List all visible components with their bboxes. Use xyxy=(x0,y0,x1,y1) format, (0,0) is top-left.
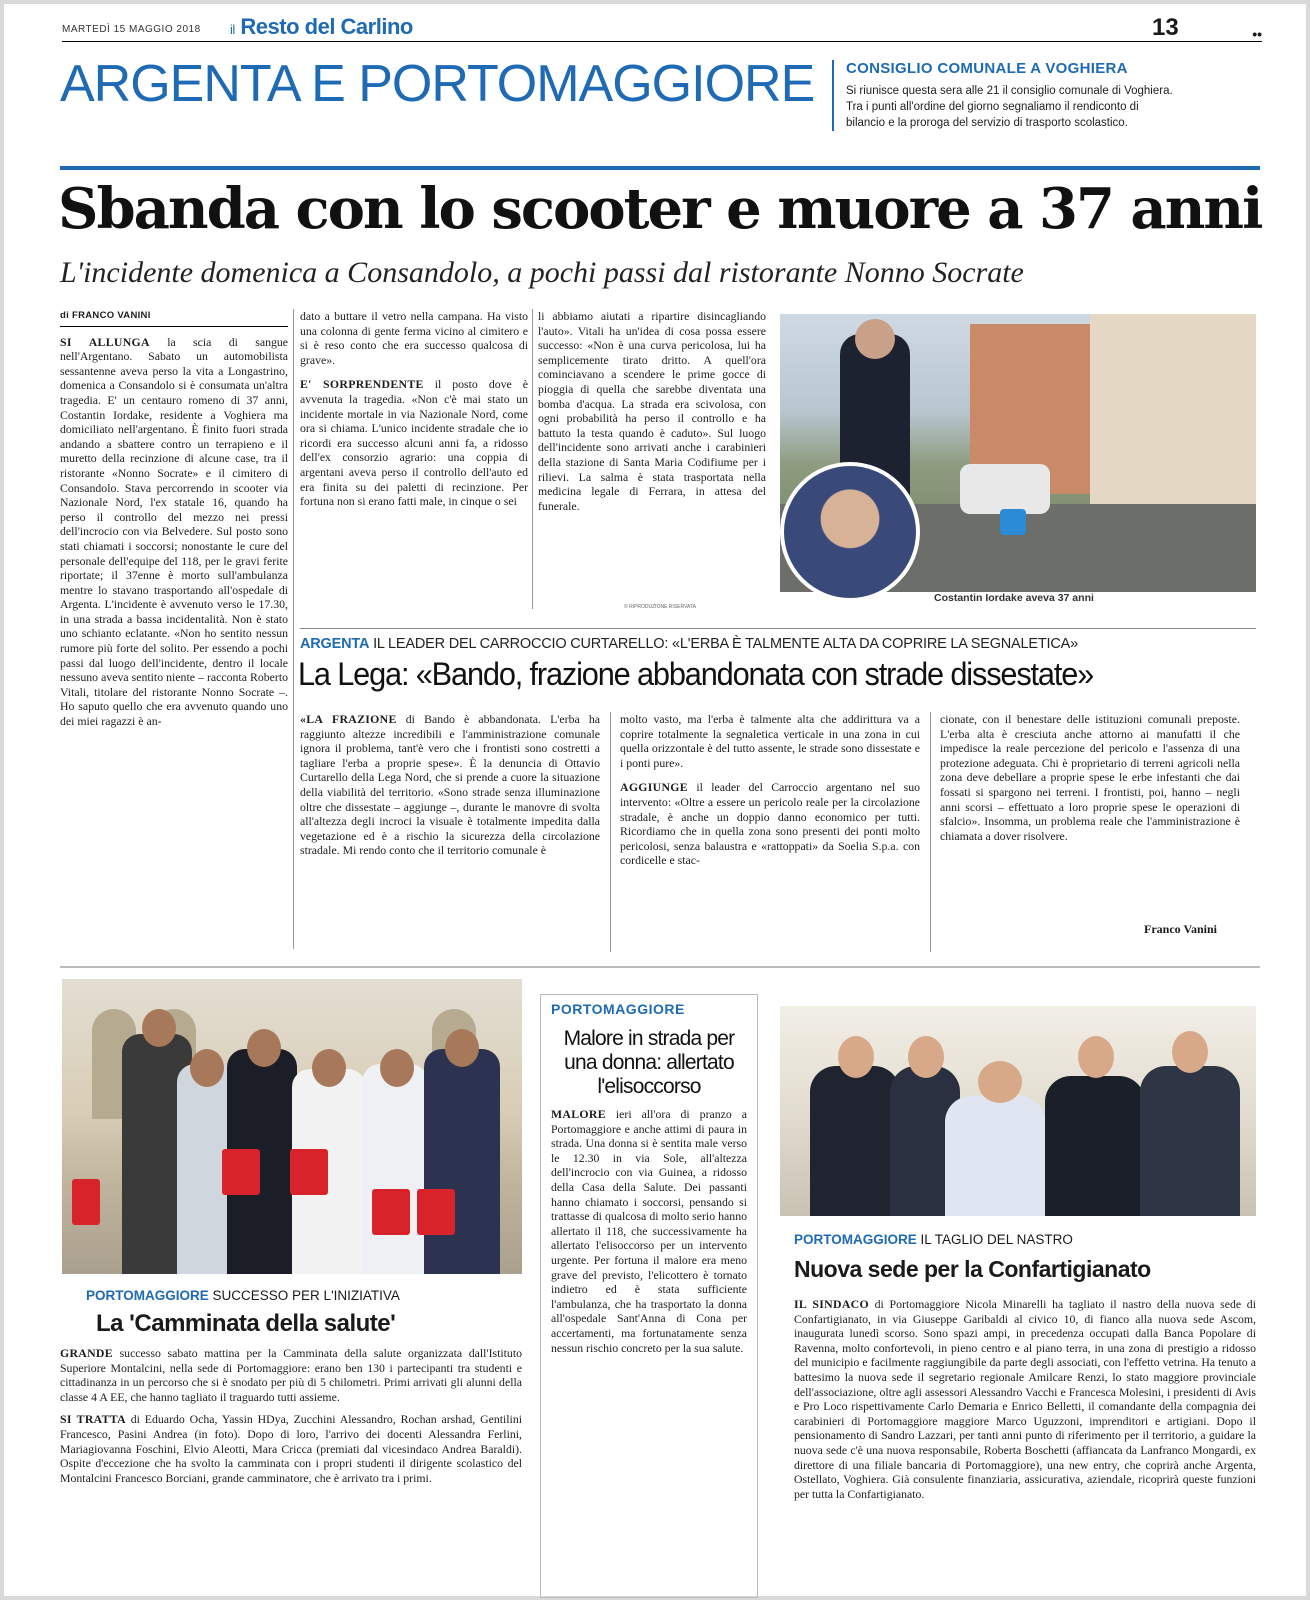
news-brief-title: CONSIGLIO COMUNALE A VOGHIERA xyxy=(846,60,1128,77)
article4-kicker: PORTOMAGGIORE xyxy=(551,1001,685,1017)
red-bag xyxy=(290,1149,328,1195)
masthead xyxy=(62,14,1262,42)
article3-lead: GRANDE xyxy=(60,1346,113,1360)
person-head xyxy=(380,1049,414,1087)
article1-column-2 xyxy=(300,309,528,509)
person-head xyxy=(312,1049,346,1087)
article5-title: Nuova sede per la Confartigianato xyxy=(794,1256,1151,1282)
person-head xyxy=(1172,1031,1208,1073)
section-title: ARGENTA E PORTOMAGGIORE xyxy=(60,55,815,113)
news-brief xyxy=(832,60,1252,131)
article3-lead-2: SI TRATTA xyxy=(60,1412,126,1427)
news-brief-text: Si riunisce questa sera alle 21 il consiglio comunale di Voghiera. Tra i punti all'ordine del giorno segnaliamo il rendiconto di bilancio e la proroga del servizio di trasporto scolastico. xyxy=(846,85,1173,129)
page-number: 13 xyxy=(1152,14,1179,41)
article2-text-3: cionate, con il benestare delle istituzioni comunali preposte. L'erba alta è cresciuta anche attorno ai manufatti il che impedisce la reale percezione del pericolo e l'assenza di una protezione adeguata. Chi è proprietario di terreni agricoli nella zona deve debellare a proprie spese le erbe infestanti che dai fossati si spargono nei terreni. I frontisti, poi, hanno – negli anni scorsi – effettuato a loro proprie spese le operazioni di sfalcio». Insomma, un problema reale che l'amministrazione è chiamata a dover risolvere. xyxy=(940,712,1240,843)
article1-column-3 xyxy=(538,309,766,513)
article4-box xyxy=(540,994,758,1598)
article4-lead: MALORE xyxy=(551,1107,606,1121)
kicker-text: IL LEADER DEL CARROCCIO CURTARELLO: «L'ERBA È TALMENTE ALTA DA COPRIRE LA SEGNALETICA» xyxy=(373,636,1078,652)
newspaper-logo xyxy=(230,14,413,40)
column-divider xyxy=(532,309,533,609)
walk-group-photo xyxy=(62,979,522,1274)
officer-head xyxy=(855,319,895,359)
article1-text-2a: dato a buttare il vetro nella campana. Ha visto una colonna di gente ferma vicino al cimitero e si è reso conto che era successo qualcosa di grave». xyxy=(300,309,528,367)
person-figure xyxy=(362,1064,428,1274)
red-bag xyxy=(72,1179,100,1225)
article1-byline: di FRANCO VANINI xyxy=(60,309,288,327)
person-head xyxy=(908,1036,944,1078)
column-divider xyxy=(610,712,611,952)
article3-kicker xyxy=(86,1288,400,1303)
article2-signature: Franco Vanini xyxy=(1144,922,1218,936)
article2-text-2a: molto vasto, ma l'erba è talmente alta che addirittura va a coprire totalmente la segnaletica verticale in una zona in cui quella orizzontale è del tutto assente, le strade sono dissestate e i ponti pure». xyxy=(620,712,920,770)
issue-date: MARTEDÌ 15 MAGGIO 2018 xyxy=(62,24,201,35)
column-divider xyxy=(293,309,294,949)
article-divider xyxy=(300,628,1256,629)
person-head xyxy=(838,1036,874,1078)
ribbon-cutting-photo xyxy=(780,1006,1256,1216)
section-divider xyxy=(60,966,1260,968)
article5-lead: IL SINDACO xyxy=(794,1297,869,1311)
person-head xyxy=(247,1029,281,1067)
article2-kicker xyxy=(300,636,1078,652)
article2-column-3 xyxy=(940,712,1240,843)
kicker-text: IL TAGLIO DEL NASTRO xyxy=(920,1232,1073,1247)
article5-kicker xyxy=(794,1232,1073,1247)
section-rule xyxy=(60,166,1260,170)
photo-caption: Costantin Iordake aveva 37 anni xyxy=(934,592,1094,604)
scooter-shape xyxy=(960,464,1050,514)
article3-text-2: di Eduardo Ocha, Yassin HDya, Zucchini Alessandro, Rochan arshad, Gentilini Francesco, Pasini Andrea (in foto). Dopo di loro, l'arrivo dei docenti Alessandra Ferlini, Mariagiovanna Foschini, Elvio Aleotti, Mara Cricca (premiati dal vicesindaco Andrea Baraldi). Ospite d'eccezione che ha svolto la camminata con i propri studenti il dirigente scolastico del Montalcini Francesco Borciani, grande camminatore, che è arrivato tra i primi. xyxy=(60,1412,523,1485)
kicker-place: PORTOMAGGIORE xyxy=(86,1288,209,1303)
column-divider xyxy=(930,712,931,952)
red-bag xyxy=(222,1149,260,1195)
article2-column-1 xyxy=(300,712,600,858)
article1-text-1: la scia di sangue nell'Argentano. Sabato un automobilista sessantenne aveva perso la vita a Longastrino, domenica a Consandolo si è consumata un'altra tragedia. E' un centauro romeno di 37 anni, Costantin Iordake, residente a Voghiera ma domiciliato nell'argentano. È finito fuori strada andando a sbattere contro un terrapieno e il muretto della recinzione di alcune case, tra il ristorante «Nonno Socrate» e il cimitero di Consandolo. Stava percorrendo in scooter via Nazionale Nord, l'ex statale 16, quando ha perso il controllo del mezzo nei pressi dell'incrocio con via Belvedere. Sul posto sono stati chiamati i soccorsi; nonostante le cure del personale dell'equipe del 118, per le gravi ferite riportate; il 37enne è morto sull'ambulanza mentre lo stavano trasportando all'ospedale di Argenta. L'incidente è avvenuto verso le 17.30, in una strada a bassa incidentalità. Non è stato uno schianto eclatante. «Non ho sentito nessun rumore più forte del solito. Per essendo a pochi passi dal luogo dell'incidente, dentro il locale nessuno aveva sentito niente – racconta Roberto Vitali, titolare del ristorante Nonno Socrate –. Ho saputo quello che era avvenuto quando uno dei miei ragazzi è an- xyxy=(60,334,288,729)
person-head xyxy=(445,1029,479,1067)
article2-text-2b: il leader del Carroccio argentano nel suo intervento: «Oltre a essere un pericolo reale per la circolazione stradale, è anche un doppio danno economico per tutti. Ricordiamo che in quella zona sono presenti dei ponti molto pericolosi, senza balaustra e «rattoppati» da Soelia S.p.a. con cordicelle e stac- xyxy=(620,780,921,868)
article5-body xyxy=(794,1297,1256,1501)
article5-text: di Portomaggiore Nicola Minarelli ha tagliato il nastro della nuova sede di Confartigianato, in via Giuseppe Garibaldi al civico 10, di fianco alla nuova sede Ascom, inaugurata lunedì scorso. Sono spazi ampi, in precedenza occupati dalla Banca Popolare di Ravenna, molto confortevoli, in pieno centro e al piano terra, in una zona di prestigio a ridosso del municipio e facilmente raggiungibile da parte degli associati, con l'effetto vetrina. Ha tenuto a battesimo la nuova sede il segretario regionale Amilcare Renzi, lo stato maggiore provinciale dell'associazione, oltre agli assessori Alessandro Vacchi e Francesca Molesini, i presidenti di Avis e Pro Loco rispettivamente Carlo Demaria e Enrico Belletti, il comandante della compagnia dei carabinieri di Portomaggiore maggiore Marco Uguzzoni, imprenditori e artigiani. Dopo il pensionamento di Sandro Lazzari, per tanti anni punto di riferimento per il territorio, a guidare la nuova sede c'è una nuova responsabile, Roberta Boschetti (affiancata da Lanfranco Mongardi, ex direttore di una filiale bancaria di Portomaggiore), una new entry, che coprirà anche Argenta, Ostellato, Voghiera. Già consulente finanziaria, assicurativa, aziendale, ricoprirà queste funzioni per tutta la Confartigianato. xyxy=(794,1297,1256,1501)
copyright-note: © RIPRODUZIONE RISERVATA xyxy=(624,604,696,610)
article2-lead: «LA FRAZIONE xyxy=(300,712,397,726)
article2-title: La Lega: «Bando, frazione abbandonata con strade dissestate» xyxy=(298,656,1094,692)
person-head xyxy=(190,1049,224,1087)
kicker-place: PORTOMAGGIORE xyxy=(794,1232,917,1247)
red-bag xyxy=(417,1189,455,1235)
house-shape xyxy=(1090,314,1256,514)
article1-lead-2: E' SORPRENDENTE xyxy=(300,377,424,392)
red-bag xyxy=(372,1189,410,1235)
main-headline: Sbanda con lo scooter e muore a 37 anni xyxy=(58,176,1262,242)
article1-lead: SI ALLUNGA xyxy=(60,334,150,349)
article1-text-2b: il posto dove è avvenuta la tragedia. «Non c'è mai stato un incidente mortale in via Nazionale Nord, come ora si chiama. L'unico incidente stradale che io ricordi era successo alcuni anni fa, a ridosso dell'ex consorzio agrario: una coppia di argentani aveva perso il controllo dell'auto ed era finita su dei paletti di recinzione. Per fortuna non si erano fatti male, in cinque o sei xyxy=(300,377,528,509)
article1-column-1 xyxy=(60,309,288,729)
logo-name: Resto del Carlino xyxy=(240,14,413,39)
article3-title: La 'Camminata della salute' xyxy=(96,1310,396,1337)
logo-article: il xyxy=(230,22,235,37)
person-figure xyxy=(1045,1076,1145,1216)
article2-text-1: di Bando è abbandonata. L'erba ha raggiunto altezze incredibili e l'amministrazione comunale ignora il problema, tant'è vero che i frontisti sono costretti a tagliare l'erba a proprie spese». È la denuncia di Ottavio Curtarello della Lega Nord, che si prende a cuore la situazione della viabilità del territorio. «Sono strade senza illuminazione oltre che dissestate – aggiunge –, durante le manovre di svolta all'altezza degli incroci la visuale è totalmente impedita dalla vegetazione ed è a rischio la sicurezza della circolazione stradale. Mi rendo conto che il territorio comunale è xyxy=(300,712,600,858)
kicker-text: SUCCESSO PER L'INIZIATIVA xyxy=(212,1288,400,1303)
kicker-place: ARGENTA xyxy=(300,636,370,652)
article2-column-2 xyxy=(620,712,920,868)
person-figure xyxy=(424,1049,500,1274)
article3-text-1: successo sabato mattina per la Camminata della salute organizzata dall'Istituto Superiore Montalcini, nella sede di Portomaggiore: erano ben 130 i partecipanti tra studenti e cittadinanza in un percorso che si è snodato per più di 5 chilometri. Primi arrivati gli alunni della classe 4 A EE, che hanno tagliato il traguardo tutti assieme. xyxy=(60,1346,523,1404)
person-head xyxy=(142,1009,176,1047)
person-figure xyxy=(1140,1066,1240,1216)
victim-portrait xyxy=(780,462,920,602)
dots-marker: •• xyxy=(1252,26,1262,42)
bucket-shape xyxy=(1000,509,1026,535)
article1-text-3: li abbiamo aiutati a ripartire disincagliando l'auto». Vitali ha un'idea di cosa possa essere successo: «Non è una curva pericolosa, lui ha semplicemente tirato dritto. A quell'ora cominciavano a scendere le prime gocce di pioggia di quella che sarebbe diventata una bomba d'acqua. La strada era scivolosa, con ogni probabilità ha perso il controllo e ha battuto la testa quando è caduto». Sul luogo dell'incidente sono arrivati anche i carabinieri della stazione di Santa Maria Codifiume per i rilievi. La salma è stata trasportata nella medicina legale di Ferrara, in attesa del funerale. xyxy=(538,309,766,513)
article2-lead-2: AGGIUNGE xyxy=(620,780,688,795)
article4-text: ieri all'ora di pranzo a Portomaggiore e anche attimi di paura in strada. Una donna si è sentita male verso le 12.30 in via Sole, all'altezza dell'incrocio con via Guinea, a ridosso della Casa della Salute. Dei passanti hanno chiamato i soccorsi, pensando si trattasse di qualcosa di molto serio hanno allertato il 118, che successivamente ha allertato l'elisoccorso per un intervento urgente. Per fortuna il malore era meno grave del previsto, l'elicottero è tornato indietro ed è stata sufficiente l'ambulanza, che ha trasportato la donna all'ospedale Sant'Anna di Cona per accertamenti, ma fortunatamente senza nessun rischio concreto per la sua salute. xyxy=(551,1107,747,1355)
person-head xyxy=(1078,1036,1114,1078)
person-figure xyxy=(945,1096,1045,1216)
person-figure xyxy=(810,1066,900,1216)
article4-title: Malore in strada per una donna: allertato l'elisoccorso xyxy=(563,1027,735,1098)
main-subheadline: L'incidente domenica a Consandolo, a pochi passi dal ristorante Nonno Socrate xyxy=(60,256,1024,289)
person-head xyxy=(978,1061,1022,1103)
article3-body xyxy=(60,1346,522,1485)
